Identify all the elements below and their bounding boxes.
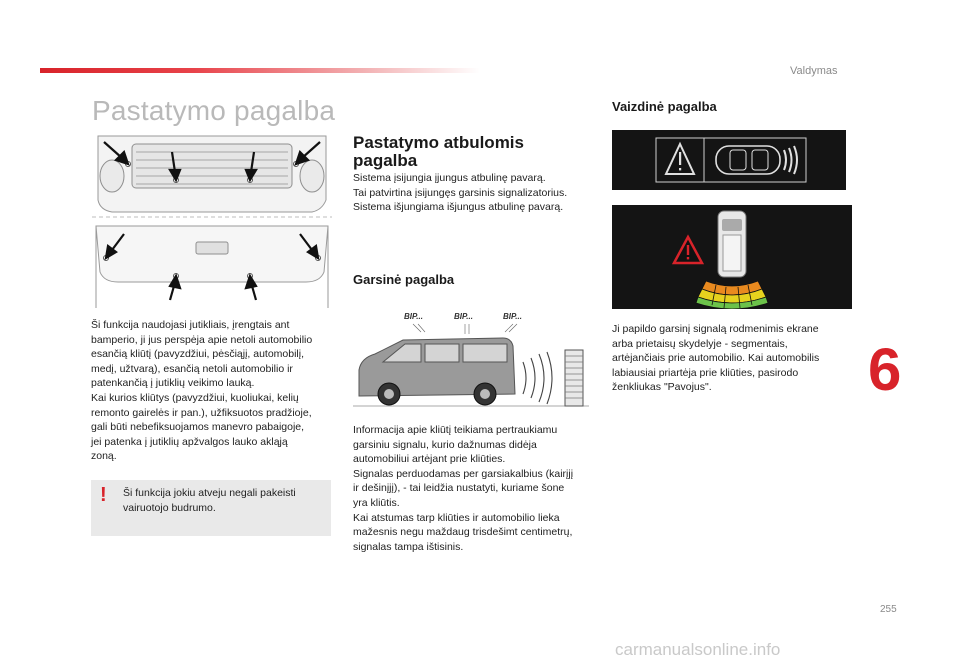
visual-assist-heading: Vaizdinė pagalba xyxy=(612,99,717,114)
text-line: Ji papildo garsinį signalą rodmenimis ekrane xyxy=(612,323,819,335)
text-line: Tai patvirtina įsijungęs garsinis signalizatorius. xyxy=(353,186,568,199)
text-line: esančią kliūtį (pavyzdžiui, pėsčiąjį, automobilį, xyxy=(91,348,305,361)
heading-line: Pastatymo atbulomis xyxy=(353,133,524,152)
intro-text xyxy=(91,318,336,464)
text-line: signalas tampa ištisinis. xyxy=(353,540,464,553)
visual-assist-text xyxy=(612,322,862,395)
text-line: jei patenka į jutiklių apžvalgos lauko akląją xyxy=(91,435,288,448)
danger-icon xyxy=(674,237,702,263)
text-line: labiausiai priartėja prie kliūties, pasirodo xyxy=(612,366,799,379)
text-line: Ši funkcija jokiu atveju negali pakeisti xyxy=(123,487,296,499)
text-line: ir dešinįjį), - tai leidžia nustatyti, kuriame šone xyxy=(353,482,565,495)
rear-parking-intro xyxy=(353,171,603,215)
watermark: carmanualsonline.info xyxy=(615,640,781,659)
text-line: vairuotojo budrumo. xyxy=(123,501,216,514)
bip-label: BIP... xyxy=(404,312,423,321)
van-reversing-illustration xyxy=(353,322,589,416)
rear-view-display xyxy=(612,205,852,309)
text-line: remonto gairelės ir pan.), užfiksuotos pradžioje, xyxy=(91,406,312,419)
text-line: medį, užtvarą), esančią netoli automobilio ir xyxy=(91,362,293,375)
warning-text xyxy=(123,486,328,515)
display-graphic xyxy=(612,205,852,309)
text-line: artėjančiais prie automobilio. Kai automobilis xyxy=(612,352,820,365)
heading-line: pagalba xyxy=(353,151,418,170)
text-line: mažesnis negu maždaug trisdešimt centimetrų, xyxy=(353,526,573,539)
text-line: Sistema išjungiama išjungus atbulinę pavarą. xyxy=(353,201,564,214)
rear-parking-heading xyxy=(353,134,593,170)
audio-assist-text xyxy=(353,423,603,554)
bumper-sensors-illustration xyxy=(92,130,332,308)
text-line: bamperio, ji jus perspėja apie netoli automobilio xyxy=(91,333,313,346)
text-line: Informacija apie kliūtį teikiama pertraukiamu xyxy=(353,424,558,436)
text-line: patenkančią į jutiklių veikimo lauką. xyxy=(91,377,255,390)
text-line: arba prietaisų skydelyje - segmentais, xyxy=(612,337,788,350)
audio-assist-heading: Garsinė pagalba xyxy=(353,272,455,287)
chapter-number: 6 xyxy=(868,336,902,403)
text-line: yra kliūtis. xyxy=(353,496,400,509)
instrument-display xyxy=(612,130,846,190)
text-line: Kai kurios kliūtys (pavyzdžiui, kuoliukai, kelių xyxy=(91,391,299,404)
page-number: 255 xyxy=(880,604,897,615)
warning-triangle-icon xyxy=(666,144,694,174)
text-line: Sistema įsijungia įjungus atbulinę pavarą. xyxy=(353,172,546,184)
text-line: Kai atstumas tarp kliūties ir automobilio lieka xyxy=(353,511,560,524)
text-line: Signalas perduodamas per garsiakalbius (kairįjį xyxy=(353,467,574,480)
text-line: ženkliukas "Pavojus". xyxy=(612,381,712,394)
section-label: Valdymas xyxy=(790,65,838,77)
header-accent-bar xyxy=(40,68,480,73)
text-line: zoną. xyxy=(91,450,117,463)
bip-label: BIP... xyxy=(454,312,473,321)
text-line: automobiliui artėjant prie kliūties. xyxy=(353,453,506,466)
bip-label: BIP... xyxy=(503,312,522,321)
text-line: garsiniu signalu, kurio dažnumas didėja xyxy=(353,438,537,451)
page-title: Pastatymo pagalba xyxy=(92,95,336,126)
display-graphic xyxy=(612,130,846,190)
warning-icon: ! xyxy=(100,484,107,506)
text-line: gali būti nebefiksuojamos manevro pabaigoje, xyxy=(91,421,305,434)
text-line: Ši funkcija naudojasi jutikliais, įrengtais ant xyxy=(91,319,290,331)
